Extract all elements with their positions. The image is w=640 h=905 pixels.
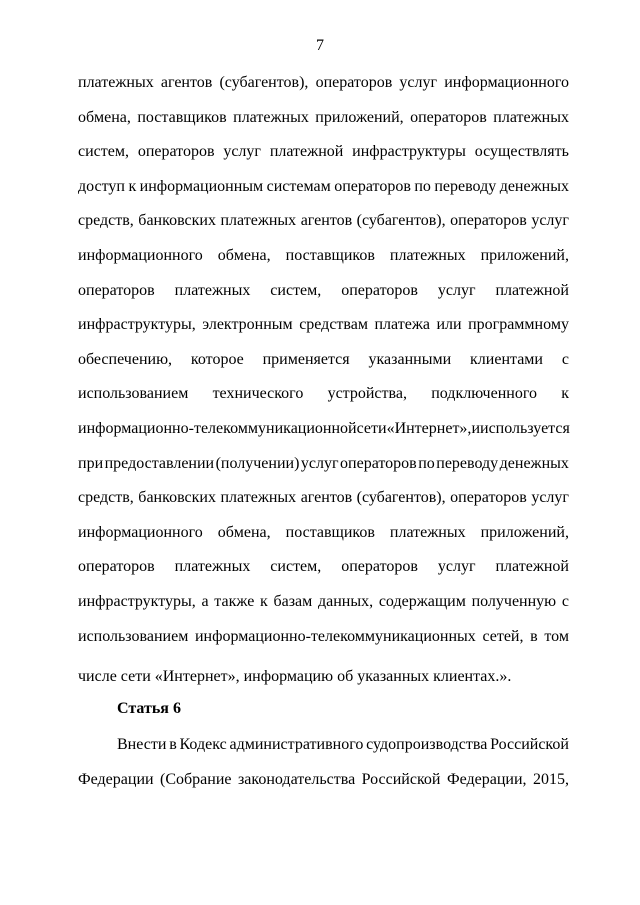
paragraph-2-line-2	[78, 770, 569, 790]
paragraph-1-line	[78, 246, 569, 266]
word: технического	[212, 385, 304, 402]
word: услуг	[437, 558, 476, 575]
paragraph-1-line	[78, 557, 569, 577]
word: содержащим	[378, 593, 466, 610]
word: операторов	[78, 282, 155, 299]
word: информационного	[444, 74, 569, 91]
word: банковских	[138, 489, 216, 506]
word: платежных	[389, 524, 466, 541]
word: сети	[356, 420, 387, 437]
word: информационно-телекоммуникационных	[194, 628, 476, 645]
word: полученную	[471, 593, 557, 610]
word: операторов	[341, 282, 418, 299]
word: агентов	[300, 212, 353, 229]
word: денежных	[499, 178, 569, 195]
word: информационного	[78, 247, 203, 264]
word: в	[530, 628, 538, 645]
word: платежных	[493, 109, 569, 126]
paragraph-1-line	[78, 177, 569, 197]
paragraph-1-line	[78, 523, 569, 543]
word: приложений,	[480, 247, 569, 264]
word: банковских	[138, 212, 216, 229]
word: по	[414, 178, 431, 195]
word: операторов	[450, 212, 527, 229]
word: с	[561, 351, 569, 368]
word: услуг	[399, 74, 438, 91]
word: также	[214, 593, 255, 610]
word: операторов	[450, 489, 527, 506]
word: к	[260, 593, 268, 610]
word: (субагентов),	[356, 212, 446, 229]
word: средствам	[299, 316, 368, 333]
word: поставщиков	[137, 109, 227, 126]
word: переводу	[436, 455, 499, 472]
paragraph-1-last-line: числе сети «Интернет», информацию об указанных клиентах.».	[78, 668, 512, 685]
word: приложений,	[480, 524, 569, 541]
word: услуг	[223, 143, 261, 160]
word: платежных	[220, 489, 297, 506]
word: денежных	[499, 455, 569, 472]
word: инфраструктуры	[352, 143, 466, 160]
word: операторов	[137, 143, 215, 160]
word: средств,	[78, 212, 134, 229]
word: «Интернет»,	[386, 420, 472, 437]
paragraph-1-line	[78, 315, 569, 335]
word: с	[561, 593, 569, 610]
word: или	[436, 316, 462, 333]
word: информационно-телекоммуникационной	[78, 420, 357, 437]
word: предоставлении	[104, 455, 215, 472]
paragraph-1-line	[78, 350, 569, 370]
word: Российской	[361, 771, 441, 788]
word: обеспечению,	[78, 351, 173, 368]
word: услуг	[531, 489, 569, 506]
paragraph-1-line	[78, 384, 569, 404]
page-number: 7	[316, 37, 324, 54]
word: платежных	[389, 247, 466, 264]
word: обмена,	[217, 247, 271, 264]
paragraph-1-line	[78, 211, 569, 231]
paragraph-1-line	[78, 73, 569, 93]
word: 2015,	[532, 771, 569, 788]
word: Российской	[490, 736, 569, 753]
paragraph-1-line	[78, 454, 569, 474]
word: которое	[190, 351, 244, 368]
word: систем,	[270, 558, 322, 575]
word: и	[471, 420, 480, 437]
paragraph-1-line	[78, 142, 569, 162]
paragraph-1-line	[78, 108, 569, 128]
paragraph-1-line	[78, 592, 569, 612]
word: по	[418, 455, 435, 472]
word: судопроизводства	[366, 736, 488, 753]
word: данных,	[317, 593, 374, 610]
word: указанными	[368, 351, 452, 368]
paragraph-2-line-1	[117, 735, 569, 755]
word: при	[78, 455, 104, 472]
paragraph-1-line	[78, 419, 569, 439]
word: в	[169, 736, 177, 753]
word: инфраструктуры,	[78, 316, 196, 333]
word: систем,	[270, 282, 322, 299]
word: использованием	[78, 385, 189, 402]
paragraph-1-line	[78, 488, 569, 508]
word: (субагентов),	[356, 489, 446, 506]
word: к	[561, 385, 569, 402]
word: информационного	[78, 524, 203, 541]
word: обмена,	[217, 524, 271, 541]
word: переводу	[434, 178, 497, 195]
word: агентов	[160, 74, 213, 91]
word: административного	[229, 736, 364, 753]
word: (субагентов),	[219, 74, 309, 91]
word: средств,	[78, 489, 134, 506]
word: платежных	[233, 109, 309, 126]
word: платежной	[269, 143, 344, 160]
word: применяется	[262, 351, 350, 368]
word: информационным	[139, 178, 264, 195]
word: систем,	[78, 143, 129, 160]
word: платежных	[174, 282, 251, 299]
word: платежной	[495, 282, 569, 299]
word: платежных	[174, 558, 251, 575]
word: программному	[468, 316, 569, 333]
word: агентов	[300, 489, 353, 506]
word: клиентами	[470, 351, 543, 368]
word: услуг	[300, 455, 339, 472]
word: устройства,	[327, 385, 407, 402]
word: используется	[480, 420, 570, 437]
paragraph-1-line	[78, 281, 569, 301]
word: платежной	[495, 558, 569, 575]
word: доступ	[78, 178, 125, 195]
word: (Собрание	[160, 771, 232, 788]
word: операторов	[410, 109, 487, 126]
word: операторов	[341, 558, 418, 575]
word: обмена,	[78, 109, 131, 126]
word: операторов	[78, 558, 155, 575]
word: электронным	[202, 316, 293, 333]
word: услуг	[531, 212, 569, 229]
word: платежных	[220, 212, 297, 229]
word: Федерации,	[446, 771, 527, 788]
word: Внести	[117, 736, 167, 753]
word: операторов	[315, 74, 393, 91]
word: Кодекс	[179, 736, 227, 753]
word: законодательства	[237, 771, 356, 788]
word: а	[201, 593, 209, 610]
paragraph-1-line	[78, 627, 569, 647]
word: приложений,	[315, 109, 404, 126]
word: (получении)	[215, 455, 300, 472]
word: осуществлять	[474, 143, 569, 160]
word: инфраструктуры,	[78, 593, 196, 610]
word: сетей,	[482, 628, 524, 645]
word: Федерации	[78, 771, 154, 788]
word: том	[544, 628, 569, 645]
word: операторов	[334, 178, 411, 195]
word: поставщиков	[285, 247, 375, 264]
word: поставщиков	[285, 524, 375, 541]
word: к	[128, 178, 137, 195]
word: подключенного	[431, 385, 537, 402]
word: системам	[266, 178, 331, 195]
word: услуг	[437, 282, 476, 299]
word: операторов	[340, 455, 417, 472]
article-heading: Статья 6	[117, 700, 181, 717]
word: платежа	[374, 316, 430, 333]
word: базам	[273, 593, 313, 610]
word: использованием	[78, 628, 189, 645]
word: платежных	[78, 74, 154, 91]
